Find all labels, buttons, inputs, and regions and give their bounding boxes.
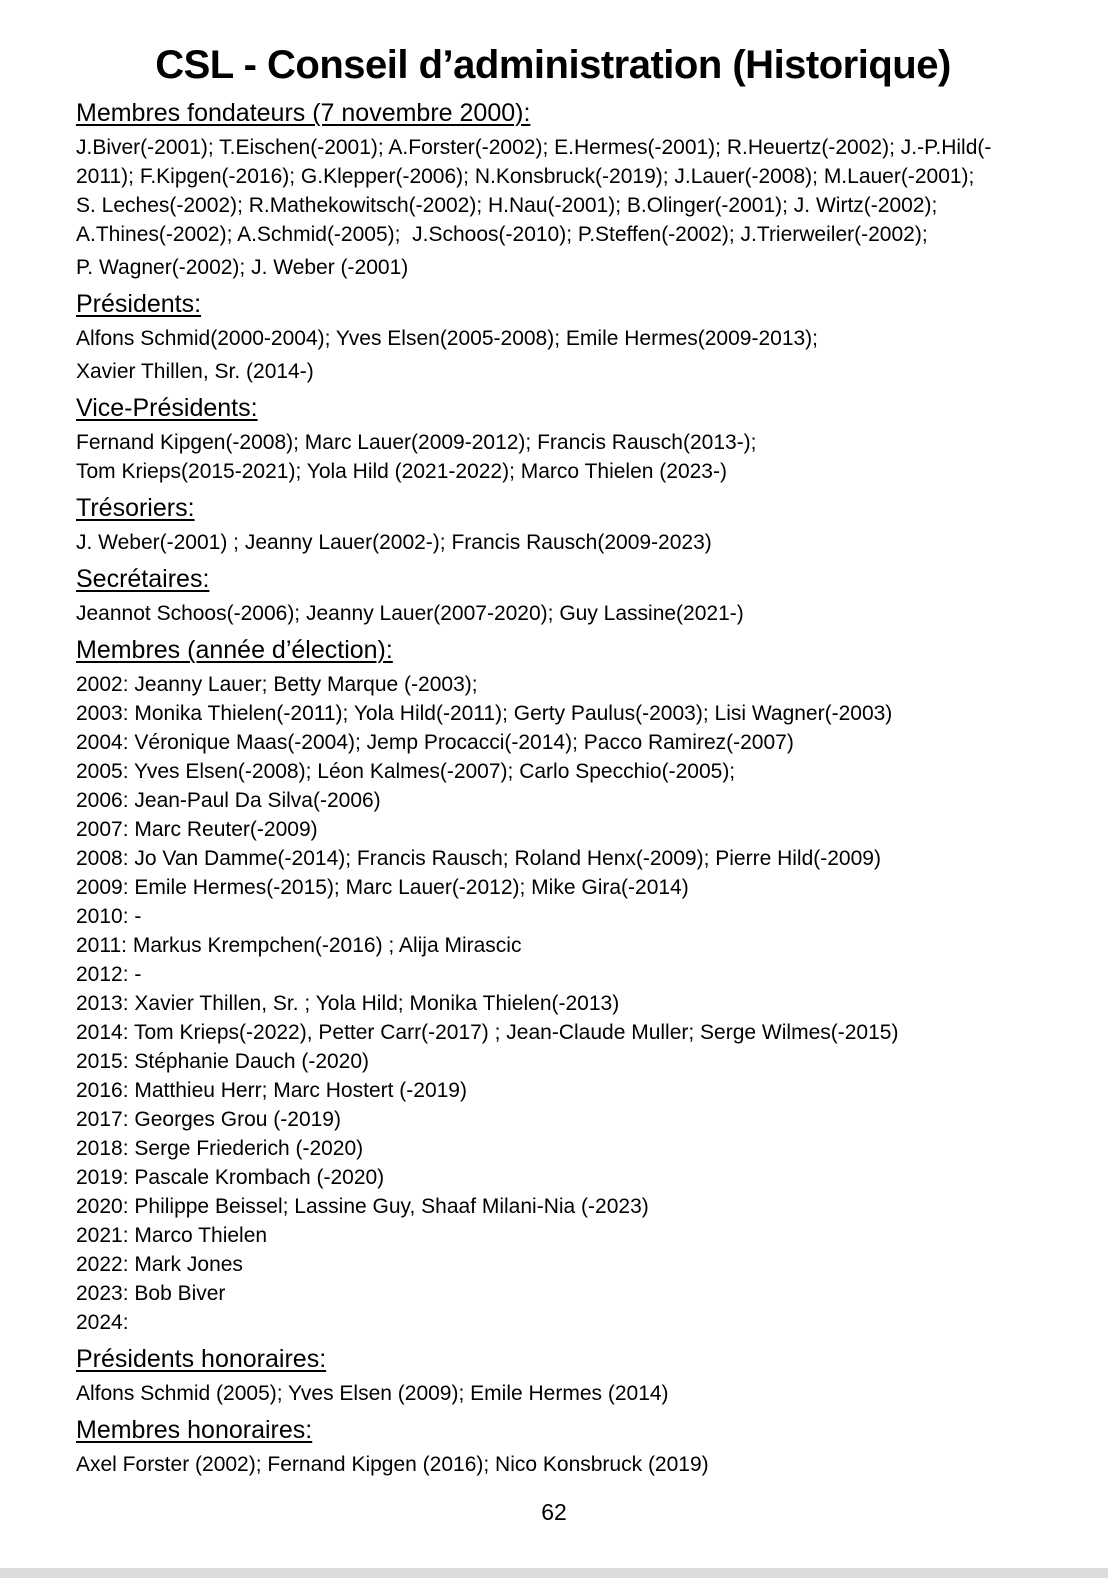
body-line: 2008: Jo Van Damme(-2014); Francis Rausch; Roland Henx(-2009); Pierre Hild(-2009) xyxy=(76,847,881,870)
body-line: 2012: - xyxy=(76,963,142,986)
section-heading: Trésoriers: xyxy=(76,494,195,522)
body-line: 2011: Markus Krempchen(-2016) ; Alija Mirascic xyxy=(76,934,522,957)
body-line: 2017: Georges Grou (-2019) xyxy=(76,1108,341,1131)
body-line: 2002: Jeanny Lauer; Betty Marque (-2003); xyxy=(76,673,478,696)
body-line: 2007: Marc Reuter(-2009) xyxy=(76,818,318,841)
body-line: 2011); F.Kipgen(-2016); G.Klepper(-2006); N.Konsbruck(-2019); J.Lauer(-2008); M.Lauer(-2001); xyxy=(76,165,975,188)
section-membres-honoraires xyxy=(76,1415,1030,1479)
body-line: P. Wagner(-2002); J. Weber (-2001) xyxy=(76,256,409,279)
body-line: 2018: Serge Friederich (-2020) xyxy=(76,1137,364,1160)
body-line: 2010: - xyxy=(76,905,142,928)
body-line: 2003: Monika Thielen(-2011); Yola Hild(-2011); Gerty Paulus(-2003); Lisi Wagner(-2003) xyxy=(76,702,893,725)
section-heading: Vice-Présidents: xyxy=(76,394,258,422)
body-line: Fernand Kipgen(-2008); Marc Lauer(2009-2012); Francis Rausch(2013-); xyxy=(76,431,757,454)
body-line: Axel Forster (2002); Fernand Kipgen (2016); Nico Konsbruck (2019) xyxy=(76,1453,709,1476)
body-line: Xavier Thillen, Sr. (2014-) xyxy=(76,360,314,383)
body-line: 2024: xyxy=(76,1311,129,1334)
body-line: 2013: Xavier Thillen, Sr. ; Yola Hild; Monika Thielen(-2013) xyxy=(76,992,620,1015)
page-bottom-edge xyxy=(0,1568,1108,1578)
body-line: J. Weber(-2001) ; Jeanny Lauer(2002-); Francis Rausch(2009-2023) xyxy=(76,531,712,554)
section-heading: Secrétaires: xyxy=(76,565,210,593)
body-line: S. Leches(-2002); R.Mathekowitsch(-2002); H.Nau(-2001); B.Olinger(-2001); J. Wirtz(-2002); xyxy=(76,194,938,217)
body-line: 2005: Yves Elsen(-2008); Léon Kalmes(-2007); Carlo Specchio(-2005); xyxy=(76,760,736,783)
page-number: 62 xyxy=(541,1499,567,1525)
section-heading: Membres honoraires: xyxy=(76,1416,313,1444)
body-line: 2020: Philippe Beissel; Lassine Guy, Shaaf Milani-Nia (-2023) xyxy=(76,1195,649,1218)
section-presidents xyxy=(76,289,1030,386)
section-membres-fondateurs xyxy=(76,98,1030,282)
body-line: 2016: Matthieu Herr; Marc Hostert (-2019) xyxy=(76,1079,467,1102)
body-line: 2014: Tom Krieps(-2022), Petter Carr(-2017) ; Jean-Claude Muller; Serge Wilmes(-2015) xyxy=(76,1021,899,1044)
body-line: 2022: Mark Jones xyxy=(76,1253,243,1276)
body-line: 2015: Stéphanie Dauch (-2020) xyxy=(76,1050,370,1073)
body-line: J.Biver(-2001); T.Eischen(-2001); A.Forster(-2002); E.Hermes(-2001); R.Heuertz(-2002); J.-P.Hild(- xyxy=(76,136,992,159)
section-tresoriers xyxy=(76,493,1030,557)
section-heading: Présidents honoraires: xyxy=(76,1345,327,1373)
section-heading: Présidents: xyxy=(76,290,202,318)
section-membres-annee-election xyxy=(76,635,1030,1337)
section-secretaires xyxy=(76,564,1030,628)
body-line: 2019: Pascale Krombach (-2020) xyxy=(76,1166,385,1189)
body-line: 2009: Emile Hermes(-2015); Marc Lauer(-2012); Mike Gira(-2014) xyxy=(76,876,689,899)
body-line: Alfons Schmid (2005); Yves Elsen (2009); Emile Hermes (2014) xyxy=(76,1382,669,1405)
body-line: 2004: Véronique Maas(-2004); Jemp Procacci(-2014); Pacco Ramirez(-2007) xyxy=(76,731,794,754)
section-heading: Membres (année d’élection): xyxy=(76,636,393,664)
body-line: 2023: Bob Biver xyxy=(76,1282,226,1305)
body-line: Alfons Schmid(2000-2004); Yves Elsen(2005-2008); Emile Hermes(2009-2013); xyxy=(76,327,819,350)
body-line: 2021: Marco Thielen xyxy=(76,1224,268,1247)
section-heading: Membres fondateurs (7 novembre 2000): xyxy=(76,99,531,127)
section-presidents-honoraires xyxy=(76,1344,1030,1408)
body-line: A.Thines(-2002); A.Schmid(-2005); J.Schoos(-2010); P.Steffen(-2002); J.Trierweiler(-2002); xyxy=(76,223,928,246)
body-line: 2006: Jean-Paul Da Silva(-2006) xyxy=(76,789,381,812)
body-line: Jeannot Schoos(-2006); Jeanny Lauer(2007-2020); Guy Lassine(2021-) xyxy=(76,602,744,625)
page-title: CSL - Conseil d’administration (Historique) xyxy=(155,43,951,87)
section-vice-presidents xyxy=(76,393,1030,486)
body-line: Tom Krieps(2015-2021); Yola Hild (2021-2022); Marco Thielen (2023-) xyxy=(76,460,727,483)
